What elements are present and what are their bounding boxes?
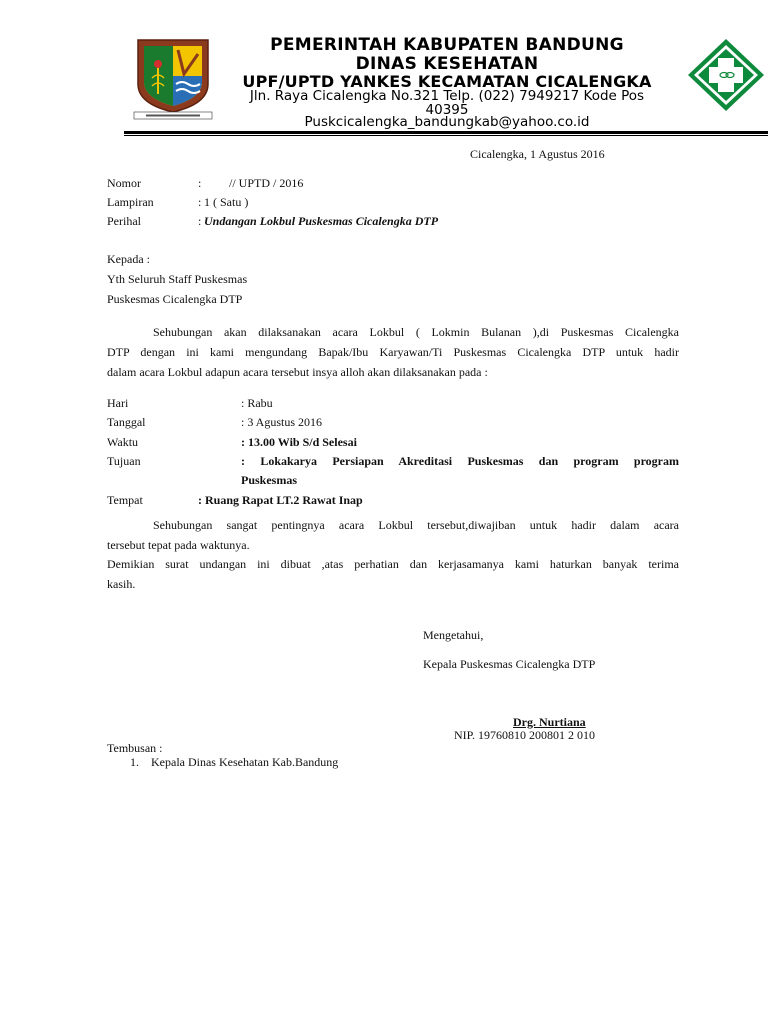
header-email: Puskcicalengka_bandungkab@yahoo.co.id <box>304 114 590 130</box>
detail-venue-label: Tempat <box>107 493 143 507</box>
recipient-location: Puskesmas Cicalengka DTP <box>107 292 243 306</box>
puskesmas-green-cross-icon <box>684 36 768 114</box>
meta-number-value: // UPTD / 2016 <box>229 176 304 190</box>
header-divider-thin <box>124 135 768 136</box>
paragraph1-line2: DTP dengan ini kami mengundang Bapak/Ibu Karyawan/Ti Puskesmas Cicalengka DTP untuk hadir <box>107 345 679 359</box>
kabupaten-bandung-crest-icon <box>124 36 222 120</box>
meta-attachment-sep: : <box>198 195 202 209</box>
signature-acknowledged: Mengetahui, <box>423 628 484 642</box>
recipient-heading: Kepada : <box>107 252 150 266</box>
detail-day-label: Hari <box>107 396 129 410</box>
detail-date-value: : 3 Agustus 2016 <box>241 415 323 429</box>
header-government: PEMERINTAH KABUPATEN BANDUNG <box>270 35 624 55</box>
recipient-addressee: Yth Seluruh Staff Puskesmas <box>107 272 248 286</box>
signature-position: Kepala Puskesmas Cicalengka DTP <box>423 657 596 671</box>
meta-subject-sep: : <box>198 214 202 228</box>
detail-time-label: Waktu <box>107 435 139 449</box>
meta-subject-label: Perihal <box>107 214 141 228</box>
detail-purpose-label: Tujuan <box>107 454 141 468</box>
detail-time-value: : 13.00 Wib S/d Selesai <box>241 435 357 449</box>
meta-number-label: Nomor <box>107 176 141 190</box>
cc-item: 1. Kepala Dinas Kesehatan Kab.Bandung <box>130 755 339 769</box>
header-unit: UPF/UPTD YANKES KECAMATAN CICALENGKA <box>242 72 652 91</box>
meta-subject-value: Undangan Lokbul Puskesmas Cicalengka DTP <box>204 214 439 228</box>
paragraph1-line1: Sehubungan akan dilaksanakan acara Lokbul ( Lokmin Bulanan ),di Puskesmas Cicalengka <box>153 325 679 339</box>
detail-purpose-value: : Lokakarya Persiapan Akreditasi Puskesmas dan program program <box>241 454 679 468</box>
paragraph3-line2: kasih. <box>107 577 136 591</box>
meta-attachment-label: Lampiran <box>107 195 154 209</box>
signature-name: Drg. Nurtiana <box>513 715 586 729</box>
detail-day-value: : Rabu <box>241 396 273 410</box>
detail-date-label: Tanggal <box>107 415 146 429</box>
place-date: Cicalengka, 1 Agustus 2016 <box>470 147 605 161</box>
meta-attachment-value: 1 ( Satu ) <box>204 195 249 209</box>
paragraph2-line2: tersebut tepat pada waktunya. <box>107 538 250 552</box>
paragraph3-line1: Demikian surat undangan ini dibuat ,atas perhatian dan kerjasamanya kami haturkan banyak terima <box>107 557 679 571</box>
paragraph1-line3: dalam acara Lokbul adapun acara tersebut insya alloh akan dilaksanakan pada : <box>107 365 488 379</box>
header-department: DINAS KESEHATAN <box>355 54 539 74</box>
detail-purpose-value-cont: Puskesmas <box>241 473 298 487</box>
header-address: Jln. Raya Cicalengka No.321 Telp. (022) 7949217 Kode Pos <box>249 88 645 104</box>
signature-nip: NIP. 19760810 200801 2 010 <box>454 728 596 742</box>
meta-number-sep: : <box>198 176 202 190</box>
detail-venue-value: : Ruang Rapat LT.2 Rawat Inap <box>198 493 363 507</box>
header-postal-code: 40395 <box>425 102 469 118</box>
paragraph2-line1: Sehubungan sangat pentingnya acara Lokbul tersebut,diwajiban untuk hadir dalam acara <box>153 518 679 532</box>
cc-heading: Tembusan : <box>107 741 163 755</box>
header-divider-thick <box>124 131 768 134</box>
